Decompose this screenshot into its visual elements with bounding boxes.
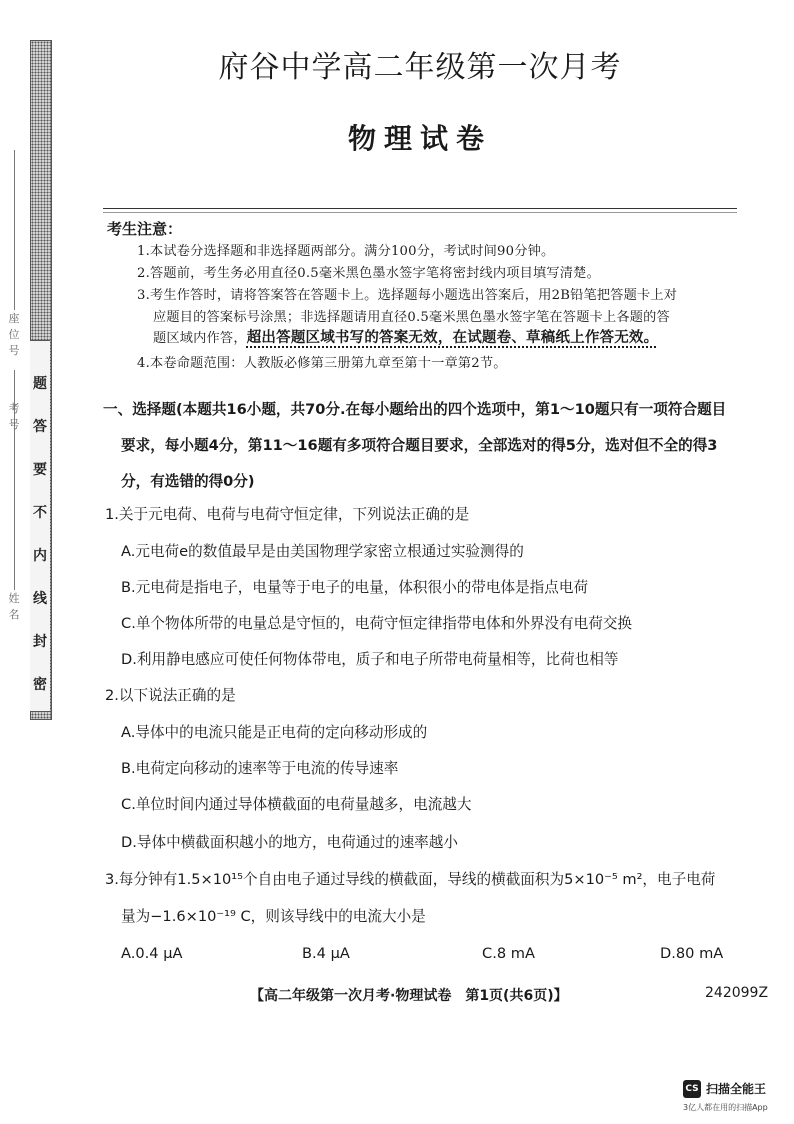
question-1-option-a: A.元电荷e的数值最早是由美国物理学家密立根通过实验测得的 — [121, 543, 524, 560]
seal-char: 不 — [33, 505, 47, 521]
question-3-stem-cont: 量为−1.6×10⁻¹⁹ C，则该导线中的电流大小是 — [121, 908, 426, 925]
seal-char: 线 — [33, 591, 47, 607]
section-heading: 一、选择题(本题共16小题，共70分.在每小题给出的四个选项中，第1～10题只有一项符合题目 — [103, 401, 727, 418]
seal-char: 答 — [33, 419, 47, 435]
notice-emphasis: 超出答题区域书写的答案无效，在试题卷、草稿纸上作答无效。 — [246, 330, 659, 346]
name-write-line — [14, 150, 15, 310]
question-1-option-c: C.单个物体所带的电量总是守恒的，电荷守恒定律指带电体和外界没有电荷交换 — [121, 615, 633, 632]
notice-item-3-cont: 应题目的答案标号涂黑；非选择题请用直径0.5毫米黑色墨水签字笔在答题卡上各题的答 — [153, 310, 670, 325]
notice-item-1: 1.本试卷分选择题和非选择题两部分。满分100分，考试时间90分钟。 — [137, 244, 555, 259]
label-seat: 座位号 — [8, 312, 20, 357]
exam-subtitle: 物理试卷 — [347, 122, 492, 155]
seal-char: 要 — [33, 462, 47, 478]
question-3-option-a: A.0.4 μA — [121, 945, 183, 962]
paper-code: 242099Z — [705, 985, 769, 1001]
notice-item-4: 4.本卷命题范围：人教版必修第三册第九章至第十一章第2节。 — [137, 356, 507, 371]
header-rule — [103, 208, 737, 209]
question-3-option-b: B.4 μA — [302, 945, 350, 962]
notice-heading: 考生注意： — [107, 220, 183, 238]
scanner-app-name: 扫描全能王 — [706, 1082, 767, 1096]
notice-item-3-lead: 题区域内作答， — [153, 331, 247, 346]
page-footer: 【高二年级第一次月考·物理试卷 第1页(共6页)】 — [250, 988, 568, 1004]
question-3-stem: 3.每分钟有1.5×10¹⁵个自由电子通过导线的横截面，导线的横截面积为5×10⁻⁵ m²，电子电荷 — [105, 871, 716, 888]
question-1-stem: 1.关于元电荷、电荷与电荷守恒定律，下列说法正确的是 — [105, 506, 470, 523]
seal-line-band — [30, 340, 50, 712]
scanner-logo-icon: CS — [683, 1080, 701, 1098]
question-2-option-c: C.单位时间内通过导体横截面的电荷量越多，电流越大 — [121, 796, 472, 813]
notice-item-3-end — [153, 326, 658, 347]
question-2-option-d: D.导体中横截面积越小的地方，电荷通过的速率越小 — [121, 834, 458, 851]
section-heading-cont: 要求，每小题4分，第11～16题有多项符合题目要求，全部选对的得5分，选对但不全的得3 — [121, 437, 718, 454]
question-1-option-b: B.元电荷是指电子，电量等于电子的电量，体积很小的带电体是指点电荷 — [121, 579, 589, 596]
question-2-option-b: B.电荷定向移动的速率等于电流的传导速率 — [121, 760, 399, 777]
question-2-stem: 2.以下说法正确的是 — [105, 687, 236, 704]
seal-char: 封 — [33, 634, 47, 650]
seal-char: 题 — [33, 376, 47, 392]
scanner-tagline: 3亿人都在用的扫描App — [683, 1103, 768, 1112]
question-2-option-a: A.导体中的电流只能是正电荷的定向移动形成的 — [121, 724, 428, 741]
notice-item-2: 2.答题前，考生务必用直径0.5毫米黑色墨水签字笔将密封线内项目填写清楚。 — [137, 266, 600, 281]
section-heading-end: 分，有选错的得0分) — [121, 473, 255, 490]
exam-title: 府谷中学高二年级第一次月考 — [218, 50, 622, 85]
label-id: 考号 — [8, 402, 20, 431]
seal-char: 内 — [33, 548, 47, 564]
seal-char: 密 — [33, 677, 47, 693]
question-3-option-c: C.8 mA — [482, 945, 535, 962]
question-1-option-d: D.利用静电感应可使任何物体带电，质子和电子所带电荷量相等，比荷也相等 — [121, 651, 619, 668]
notice-item-3: 3.考生作答时，请将答案答在答题卡上。选择题每小题选出答案后，用2B铅笔把答题卡上对 — [137, 288, 678, 303]
question-3-option-d: D.80 mA — [660, 945, 724, 962]
header-rule-thin — [103, 212, 737, 213]
label-name: 姓名 — [8, 592, 20, 621]
